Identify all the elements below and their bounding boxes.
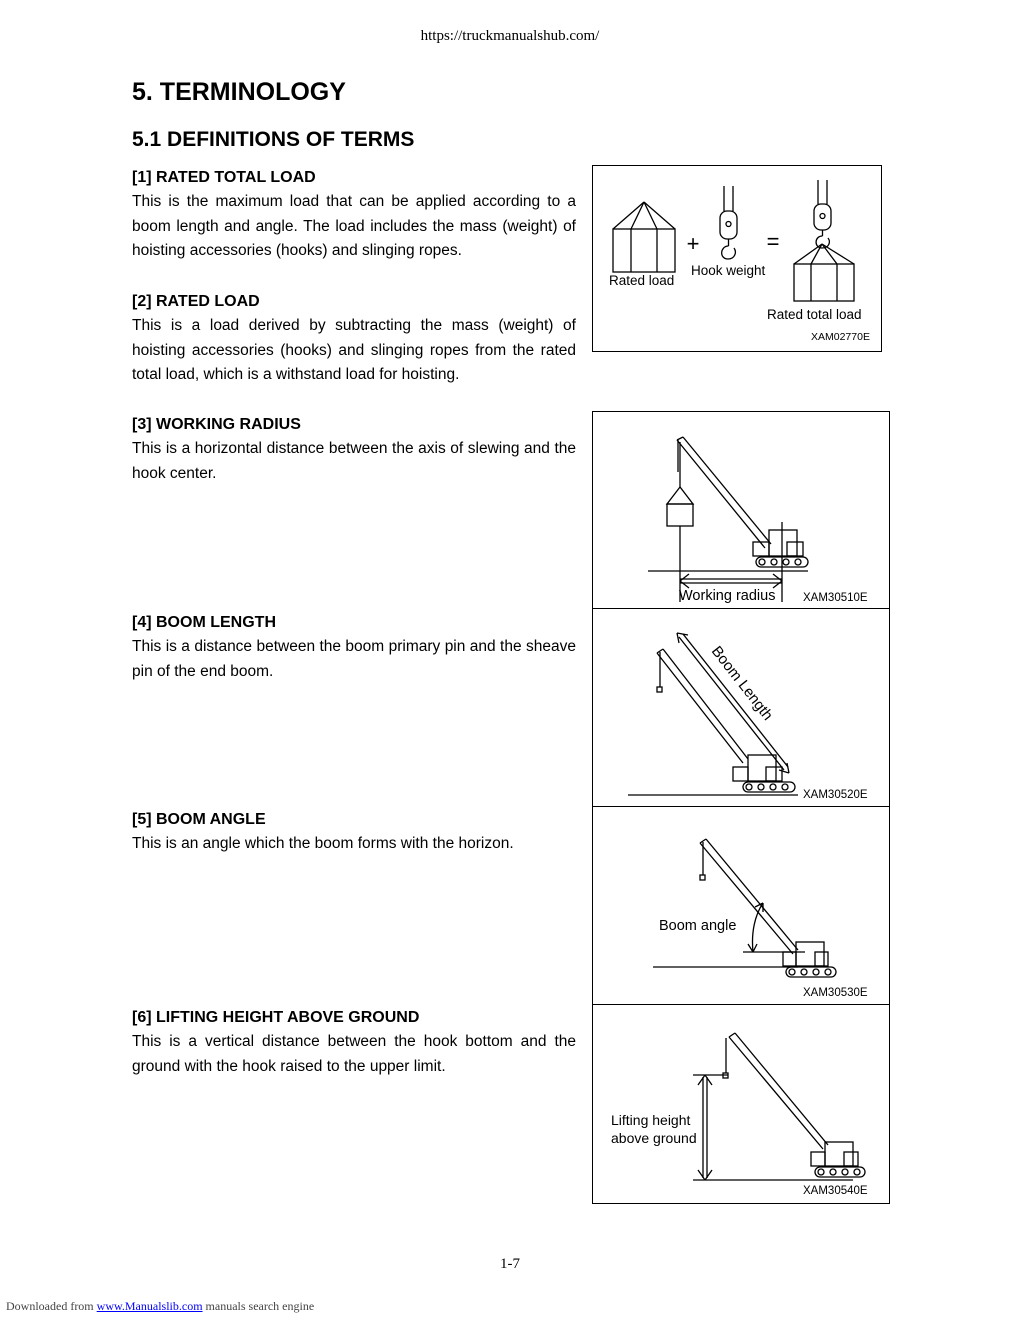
header-url: https://truckmanualshub.com/ (420, 28, 600, 44)
figure-boom-length (592, 608, 890, 808)
figure-code: XAM30540E (803, 1185, 868, 1197)
term-text: This is a distance between the boom primary pin and the sheave pin of the end boom. (132, 638, 576, 680)
label-working-radius: Working radius (679, 588, 776, 604)
label-rated-load: Rated load (609, 273, 675, 288)
term-title: [5] BOOM ANGLE (132, 811, 266, 828)
term-rated-total-load (132, 166, 576, 264)
term-text: This is a load derived by subtracting the mass (weight) of hoisting accessories (hooks) and slinging ropes from the rated total load, which is a withstand load for hoisting. (132, 317, 576, 383)
working-radius-diagram (593, 412, 889, 610)
term-rated-load (132, 290, 576, 388)
boom-angle-diagram (593, 807, 889, 1005)
term-lifting-height (132, 1006, 576, 1079)
equals-sign: = (766, 229, 780, 254)
figure-code: XAM02770E (811, 331, 870, 343)
download-footer (6, 1299, 314, 1314)
term-text: This is an angle which the boom forms with the horizon. (132, 835, 514, 852)
term-text: This is a vertical distance between the hook bottom and the ground with the hook raised to the upper limit. (132, 1033, 576, 1075)
manualslib-link[interactable]: www.Manualslib.com (96, 1299, 203, 1313)
plus-sign: + (686, 231, 700, 256)
page-number: 1-7 (500, 1256, 520, 1272)
term-title: [6] LIFTING HEIGHT ABOVE GROUND (132, 1009, 420, 1026)
label-lifting-height-line1: Lifting height (611, 1112, 691, 1128)
term-working-radius (132, 413, 576, 486)
lifting-height-diagram (593, 1005, 889, 1203)
term-text: This is the maximum load that can be applied according to a boom length and angle. The load includes the mass (weight) of hoisting accessories (hooks) and slinging ropes. (132, 193, 576, 259)
boom-length-diagram (593, 609, 889, 807)
figure-code: XAM30520E (803, 789, 868, 801)
figure-code: XAM30530E (803, 987, 868, 999)
page-title: 5. TERMINOLOGY (132, 78, 346, 106)
label-boom-angle: Boom angle (659, 918, 737, 934)
term-title: [3] WORKING RADIUS (132, 416, 301, 433)
figure-lifting-height (592, 1004, 890, 1204)
footer-suffix: manuals search engine (202, 1299, 315, 1313)
label-boom-length: Boom Length (707, 642, 777, 724)
label-rated-total-load: Rated total load (767, 307, 862, 322)
label-hook-weight: Hook weight (691, 263, 766, 278)
footer-prefix: Downloaded from (6, 1299, 97, 1313)
term-title: [2] RATED LOAD (132, 293, 260, 310)
figure-working-radius (592, 411, 890, 611)
rated-load-diagram (593, 166, 881, 351)
section-title: 5.1 DEFINITIONS OF TERMS (132, 128, 415, 151)
label-lifting-height-line2: above ground (611, 1130, 697, 1146)
term-text: This is a horizontal distance between the axis of slewing and the hook center. (132, 440, 576, 482)
term-title: [1] RATED TOTAL LOAD (132, 169, 316, 186)
term-boom-length (132, 611, 576, 684)
term-boom-angle (132, 808, 576, 857)
figure-code: XAM30510E (803, 592, 868, 604)
term-title: [4] BOOM LENGTH (132, 614, 276, 631)
figure-boom-angle (592, 806, 890, 1006)
figure-rated-load (592, 165, 882, 352)
